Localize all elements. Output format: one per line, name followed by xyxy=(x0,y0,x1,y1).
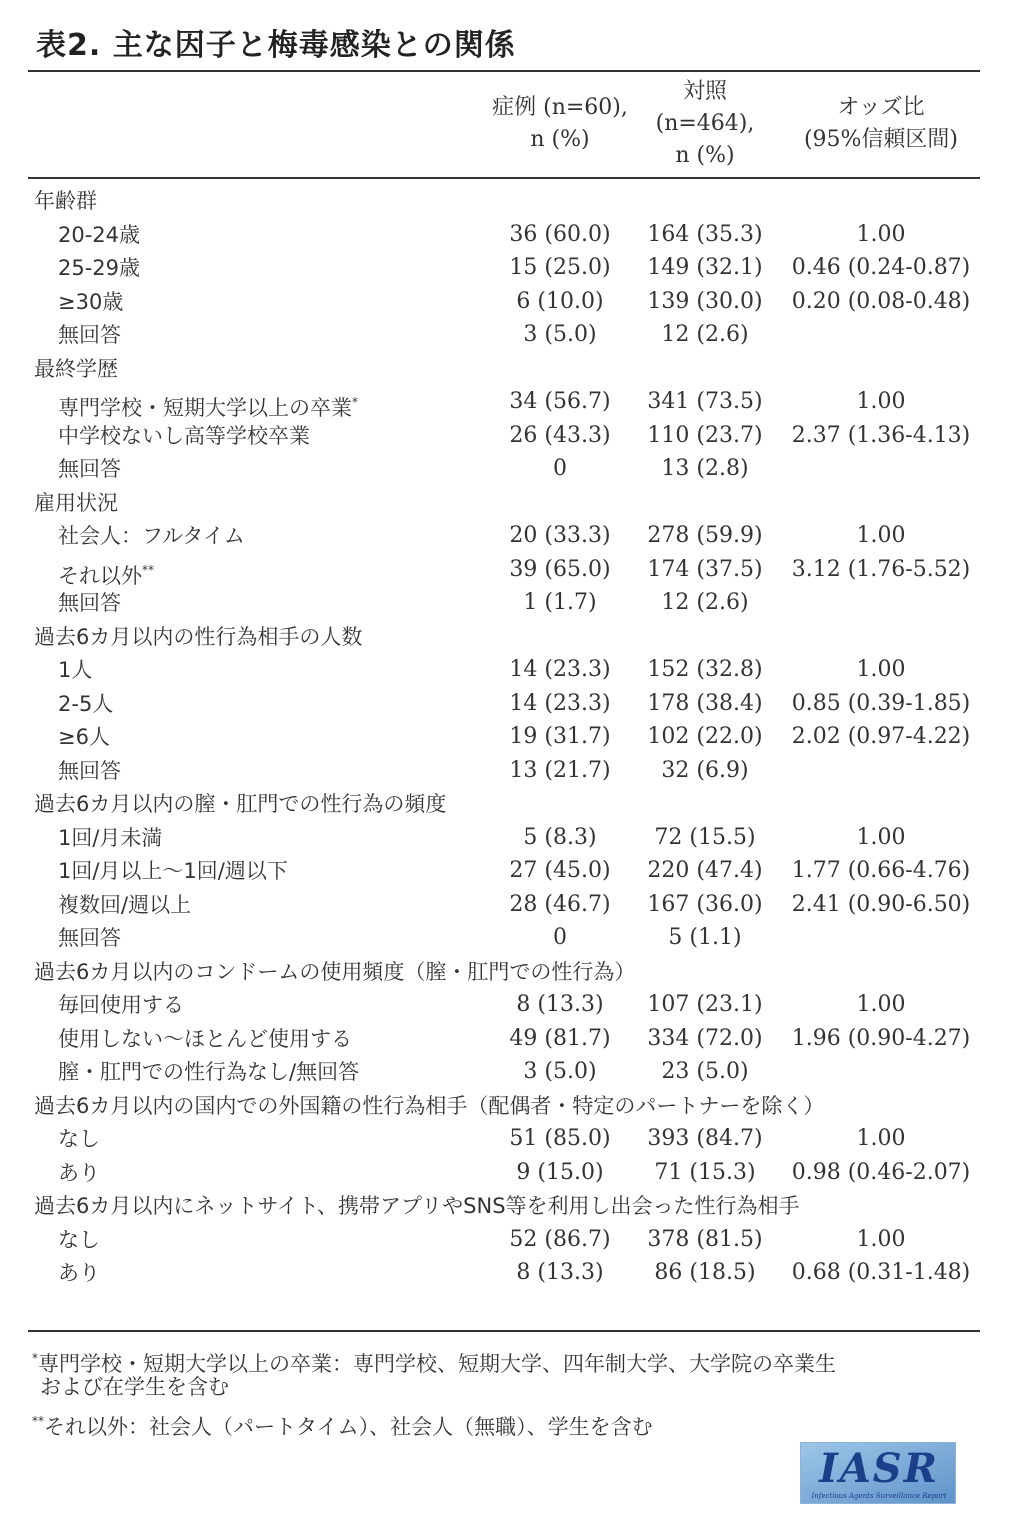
odds-ratio-value: 0.98 (0.46-2.07) xyxy=(791,1160,971,1185)
case-value: 6 (10.0) xyxy=(516,289,604,314)
row-label-text: 無回答 xyxy=(58,457,121,481)
header-case-line: 症例 (n=60), xyxy=(492,95,628,120)
category-heading: 過去6カ月以内のコンドームの使用頻度（膣・肛門での性行為） xyxy=(34,960,636,984)
odds-ratio-value: 0.46 (0.24-0.87) xyxy=(791,255,971,280)
odds-ratio-value: 2.02 (0.97-4.22) xyxy=(791,724,971,749)
case-value: 8 (13.3) xyxy=(516,1260,604,1285)
row-label-text: 20-24歳 xyxy=(58,223,141,247)
control-value: 167 (36.0) xyxy=(647,892,763,917)
control-value: 178 (38.4) xyxy=(647,691,763,716)
table-title: 表2. 主な因子と梅毒感染との関係 xyxy=(36,28,516,63)
row-label-text: なし xyxy=(58,1228,100,1252)
control-value: 32 (6.9) xyxy=(661,758,749,783)
control-value: 152 (32.8) xyxy=(647,657,763,682)
control-value: 107 (23.1) xyxy=(647,992,763,1017)
category-heading: 雇用状況 xyxy=(34,491,118,515)
footnote-mark: ** xyxy=(142,563,154,577)
case-value: 52 (86.7) xyxy=(509,1227,611,1252)
control-value: 164 (35.3) xyxy=(647,222,763,247)
control-value: 341 (73.5) xyxy=(647,389,763,414)
odds-ratio-value: 2.41 (0.90-6.50) xyxy=(791,892,971,917)
case-value: 15 (25.0) xyxy=(509,255,611,280)
row-label xyxy=(58,555,154,591)
case-value: 20 (33.3) xyxy=(509,523,611,548)
row-label xyxy=(58,823,162,853)
case-value: 1 (1.7) xyxy=(523,590,597,615)
control-value: 334 (72.0) xyxy=(647,1026,763,1051)
odds-ratio-value: 1.77 (0.66-4.76) xyxy=(791,858,971,883)
row-label xyxy=(58,689,113,719)
odds-ratio-value: 1.00 xyxy=(856,389,906,414)
footnote-1-cont xyxy=(40,1372,229,1402)
control-value: 220 (47.4) xyxy=(647,858,763,883)
row-label-text: 無回答 xyxy=(58,323,121,347)
category-heading: 過去6カ月以内の膣・肛門での性行為の頻度 xyxy=(34,792,447,816)
category-heading: 過去6カ月以内の性行為相手の人数 xyxy=(34,625,363,649)
header-control-line: 対照 xyxy=(682,79,727,104)
case-value: 14 (23.3) xyxy=(509,691,611,716)
odds-ratio-value: 1.96 (0.90-4.27) xyxy=(791,1026,971,1051)
case-value: 5 (8.3) xyxy=(523,825,597,850)
row-label-text: 膣・肛門での性行為なし/無回答 xyxy=(58,1060,360,1084)
control-value: 12 (2.6) xyxy=(661,590,749,615)
category-heading: 過去6カ月以内の国内での外国籍の性行為相手（配偶者・特定のパートナーを除く） xyxy=(34,1094,825,1118)
row-label-text: 1人 xyxy=(58,658,93,682)
row-label xyxy=(58,521,245,551)
row-label-text: 複数回/週以上 xyxy=(58,893,192,917)
control-value: 110 (23.7) xyxy=(647,423,763,448)
row-label-text: ≥30歳 xyxy=(58,290,124,314)
footnote-text: それ以外：社会人（パートタイム）、社会人（無職）、学生を含む xyxy=(44,1415,653,1439)
footnote-text: 専門学校・短期大学以上の卒業：専門学校、短期大学、四年制大学、大学院の卒業生 xyxy=(38,1352,836,1376)
case-value: 0 xyxy=(553,925,567,950)
case-value: 51 (85.0) xyxy=(509,1126,611,1151)
case-value: 36 (60.0) xyxy=(509,222,611,247)
case-value: 19 (31.7) xyxy=(509,724,611,749)
logo-mark: IASR xyxy=(819,1445,939,1492)
header-control-line: (n=464), xyxy=(655,111,755,136)
case-value: 3 (5.0) xyxy=(523,322,597,347)
header-control-line: n (%) xyxy=(675,143,735,168)
row-label-text: 無回答 xyxy=(58,926,121,950)
row-label xyxy=(58,890,191,920)
row-label-text: 専門学校・短期大学以上の卒業 xyxy=(58,396,352,420)
row-label xyxy=(58,1158,100,1188)
row-label-text: あり xyxy=(58,1161,100,1185)
case-value: 34 (56.7) xyxy=(509,389,611,414)
row-label xyxy=(58,722,110,752)
case-value: 3 (5.0) xyxy=(523,1059,597,1084)
row-label xyxy=(58,856,288,886)
iasr-logo xyxy=(800,1442,956,1504)
row-label xyxy=(58,923,121,953)
odds-ratio-value: 2.37 (1.36-4.13) xyxy=(791,423,971,448)
footnote-mark: ** xyxy=(32,1414,44,1428)
category-heading: 過去6カ月以内にネットサイト、携帯アプリやSNS等を利用し出会った性行為相手 xyxy=(34,1194,800,1218)
footnote-mark: * xyxy=(352,395,358,409)
row-label xyxy=(58,287,123,317)
footnote-2 xyxy=(32,1406,653,1442)
control-value: 378 (81.5) xyxy=(647,1227,763,1252)
odds-ratio-value: 0.68 (0.31-1.48) xyxy=(791,1260,971,1285)
case-value: 9 (15.0) xyxy=(516,1160,604,1185)
case-value: 27 (45.0) xyxy=(509,858,611,883)
row-label-text: 2-5人 xyxy=(58,692,114,716)
control-value: 139 (30.0) xyxy=(647,289,763,314)
row-label xyxy=(58,320,121,350)
control-value: 86 (18.5) xyxy=(654,1260,756,1285)
control-value: 12 (2.6) xyxy=(661,322,749,347)
control-value: 71 (15.3) xyxy=(654,1160,756,1185)
footnote-text: および在学生を含む xyxy=(40,1375,229,1399)
odds-ratio-value: 1.00 xyxy=(856,657,906,682)
case-value: 26 (43.3) xyxy=(509,423,611,448)
control-value: 23 (5.0) xyxy=(661,1059,749,1084)
case-value: 39 (65.0) xyxy=(509,557,611,582)
row-label xyxy=(58,454,121,484)
row-label-text: 無回答 xyxy=(58,591,121,615)
row-label-text: ≥6人 xyxy=(58,725,110,749)
header-odds-line: (95%信頼区間) xyxy=(803,127,959,152)
odds-ratio-value: 0.85 (0.39-1.85) xyxy=(791,691,971,716)
row-label-text: 中学校ないし高等学校卒業 xyxy=(58,424,310,448)
odds-ratio-value: 1.00 xyxy=(856,825,906,850)
row-label-text: 社会人：フルタイム xyxy=(58,524,245,548)
row-label xyxy=(58,655,92,685)
case-value: 13 (21.7) xyxy=(509,758,611,783)
row-label xyxy=(58,1258,100,1288)
logo-tagline: Infectious Agents Surveillance Report xyxy=(811,1492,947,1500)
category-heading: 年齢群 xyxy=(34,189,97,213)
row-label xyxy=(58,387,358,423)
odds-ratio-value: 1.00 xyxy=(856,523,906,548)
odds-ratio-value: 1.00 xyxy=(856,992,906,1017)
control-value: 393 (84.7) xyxy=(647,1126,763,1151)
row-label-text: 1回/月以上～1回/週以下 xyxy=(58,859,288,883)
case-value: 14 (23.3) xyxy=(509,657,611,682)
control-value: 13 (2.8) xyxy=(661,456,749,481)
row-label-text: 1回/月未満 xyxy=(58,826,163,850)
control-value: 72 (15.5) xyxy=(654,825,756,850)
odds-ratio-value: 1.00 xyxy=(856,1227,906,1252)
row-label-text: あり xyxy=(58,1261,100,1285)
row-label xyxy=(58,421,310,451)
row-label xyxy=(58,1124,100,1154)
header-case-line: n (%) xyxy=(530,127,590,152)
row-label-text: 無回答 xyxy=(58,759,121,783)
case-value: 49 (81.7) xyxy=(509,1026,611,1051)
row-label-text: なし xyxy=(58,1127,100,1151)
row-label xyxy=(58,990,184,1020)
row-label xyxy=(58,1225,100,1255)
row-label xyxy=(58,253,140,283)
control-value: 174 (37.5) xyxy=(647,557,763,582)
case-value: 8 (13.3) xyxy=(516,992,604,1017)
control-value: 102 (22.0) xyxy=(647,724,763,749)
row-label xyxy=(58,1024,352,1054)
control-value: 149 (32.1) xyxy=(647,255,763,280)
header-odds-line: オッズ比 xyxy=(837,95,925,120)
row-label xyxy=(58,1057,359,1087)
category-heading: 最終学歴 xyxy=(34,357,118,381)
odds-ratio-value: 0.20 (0.08-0.48) xyxy=(791,289,971,314)
case-value: 0 xyxy=(553,456,567,481)
footnote-mark: * xyxy=(32,1351,38,1365)
row-label-text: 使用しない～ほとんど使用する xyxy=(58,1027,352,1051)
row-label xyxy=(58,220,140,250)
case-value: 28 (46.7) xyxy=(509,892,611,917)
row-label-text: 25-29歳 xyxy=(58,256,141,280)
row-label-text: 毎回使用する xyxy=(58,993,184,1017)
row-label xyxy=(58,756,121,786)
odds-ratio-value: 3.12 (1.76-5.52) xyxy=(791,557,971,582)
row-label xyxy=(58,588,121,618)
control-value: 278 (59.9) xyxy=(647,523,763,548)
control-value: 5 (1.1) xyxy=(668,925,742,950)
odds-ratio-value: 1.00 xyxy=(856,222,906,247)
bottom-rule xyxy=(28,1330,980,1332)
odds-ratio-value: 1.00 xyxy=(856,1126,906,1151)
row-label-text: それ以外 xyxy=(58,564,142,588)
